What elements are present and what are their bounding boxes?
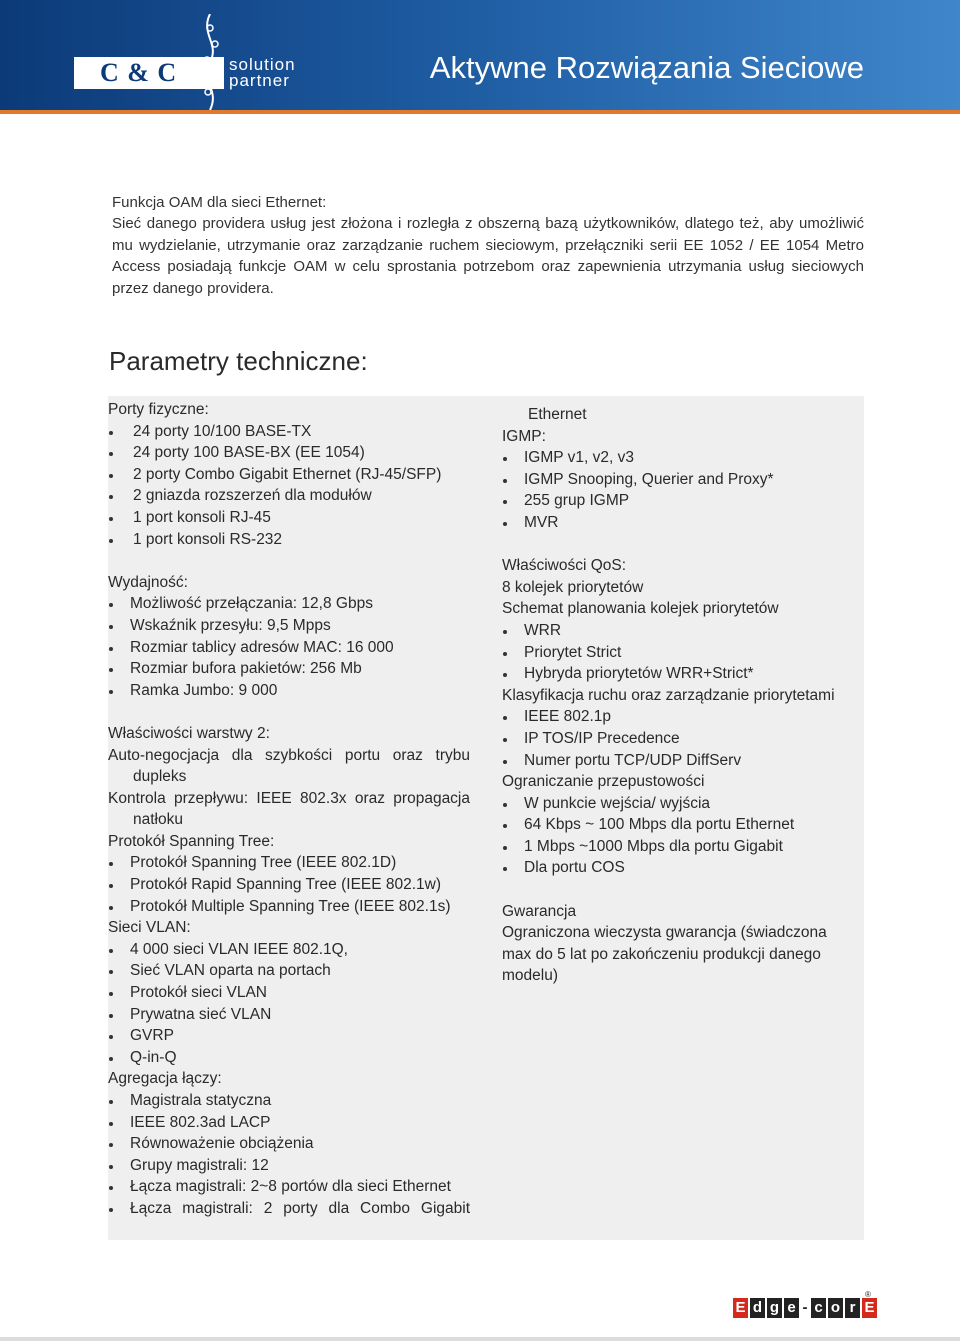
- list-item: 2 gniazda rozszerzeń dla modułów: [108, 485, 470, 507]
- list-item: MVR: [502, 512, 847, 534]
- bottom-rule: [0, 1337, 960, 1341]
- list-item: 1 Mbps ~1000 Mbps dla portu Gigabit: [502, 836, 847, 858]
- logo-letter: o: [828, 1298, 843, 1318]
- list-item: Łącza magistrali: 2~8 portów dla sieci Ethernet: [108, 1176, 470, 1198]
- stp-title: Protokół Spanning Tree:: [108, 832, 275, 850]
- list-item: Priorytet Strict: [502, 642, 847, 664]
- list-item: 255 grup IGMP: [502, 490, 847, 512]
- autoneg-line: Auto-negocjacja dla szybkości portu oraz trybu: [108, 746, 470, 764]
- registered-mark: ®: [865, 1290, 871, 1299]
- list-item: Grupy magistrali: 12: [108, 1155, 470, 1177]
- list-item: Łącza magistrali: 2 porty dla Combo Gigabit: [108, 1198, 470, 1220]
- list-item: 1 port konsoli RS-232: [108, 529, 470, 551]
- list-item: Protokół Spanning Tree (IEEE 802.1D): [108, 852, 470, 874]
- section-title: Parametry techniczne:: [109, 346, 368, 376]
- l2-title: Właściwości warstwy 2:: [108, 724, 270, 742]
- list-item: Protokół Multiple Spanning Tree (IEEE 802.1s): [108, 896, 470, 918]
- list-item: WRR: [502, 620, 847, 642]
- bw-title: Ograniczanie przepustowości: [502, 773, 705, 791]
- warranty-text: Ograniczona wieczysta gwarancja (świadczona max do 5 lat po zakończeniu produkcji danego modelu): [502, 924, 827, 985]
- logo-solution: solution: [229, 55, 296, 74]
- ports-title: Porty fizyczne:: [108, 401, 209, 418]
- logo-letter: -: [802, 1299, 808, 1316]
- ethernet-cont: Ethernet: [528, 406, 587, 423]
- logo-text: C & C: [100, 58, 178, 87]
- list-item: IEEE 802.3ad LACP: [108, 1112, 470, 1134]
- spec-left-column: [108, 399, 470, 1220]
- logo-letter: e: [784, 1298, 799, 1318]
- logo-letter: E: [733, 1298, 748, 1318]
- list-item: IP TOS/IP Precedence: [502, 728, 847, 750]
- list-item: Q-in-Q: [108, 1047, 470, 1069]
- list-item: 64 Kbps ~ 100 Mbps dla portu Ethernet: [502, 814, 847, 836]
- list-item: Rozmiar tablicy adresów MAC: 16 000: [108, 637, 470, 659]
- list-item: IGMP v1, v2, v3: [502, 447, 847, 469]
- list-item: 24 porty 10/100 BASE-TX: [108, 421, 470, 443]
- list-item: IGMP Snooping, Querier and Proxy*: [502, 469, 847, 491]
- logo-partner: partner: [229, 71, 290, 90]
- edgecore-logo: [733, 1298, 877, 1318]
- qos-class: Klasyfikacja ruchu oraz zarządzanie priorytetami: [502, 686, 835, 704]
- list-item: Protokół sieci VLAN: [108, 982, 470, 1004]
- list-item: Protokół Rapid Spanning Tree (IEEE 802.1w): [108, 874, 470, 896]
- list-item: Prywatna sieć VLAN: [108, 1004, 470, 1026]
- igmp-title: IGMP:: [502, 427, 546, 445]
- logo-letter: d: [750, 1298, 765, 1318]
- list-item: GVRP: [108, 1025, 470, 1047]
- intro-title: Funkcja OAM dla sieci Ethernet:: [112, 194, 327, 211]
- spec-right-column: [502, 404, 847, 987]
- autoneg-cont: dupleks: [133, 768, 187, 786]
- list-item: Magistrala statyczna: [108, 1090, 470, 1112]
- vlan-title: Sieci VLAN:: [108, 919, 191, 937]
- header-title: Aktywne Rozwiązania Sieciowe: [429, 50, 864, 85]
- qos-sched: Schemat planowania kolejek priorytetów: [502, 600, 779, 618]
- list-item: Możliwość przełączania: 12,8 Gbps: [108, 593, 470, 615]
- list-item: 1 port konsoli RJ-45: [108, 507, 470, 529]
- logo-box: [74, 57, 224, 89]
- list-item: Równoważenie obciążenia: [108, 1133, 470, 1155]
- list-item: Numer portu TCP/UDP DiffServ: [502, 750, 847, 772]
- list-item: 2 porty Combo Gigabit Ethernet (RJ-45/SFP): [108, 464, 470, 486]
- qos-title: Właściwości QoS:: [502, 557, 627, 575]
- list-item: Wskaźnik przesyłu: 9,5 Mpps: [108, 615, 470, 637]
- qos-queues: 8 kolejek priorytetów: [502, 578, 644, 596]
- list-item: 24 porty 100 BASE-BX (EE 1054): [108, 442, 470, 464]
- list-item: Hybryda priorytetów WRR+Strict*: [502, 663, 847, 685]
- list-item: Sieć VLAN oparta na portach: [108, 960, 470, 982]
- list-item: W punkcie wejścia/ wyjścia: [502, 793, 847, 815]
- lag-title: Agregacja łączy:: [108, 1070, 222, 1088]
- logo-letter: g: [767, 1298, 782, 1318]
- list-item: Rozmiar bufora pakietów: 256 Mb: [108, 658, 470, 680]
- list-item: Dla portu COS: [502, 857, 847, 879]
- logo-letter: c: [811, 1298, 826, 1318]
- list-item: 4 000 sieci VLAN IEEE 802.1Q,: [108, 939, 470, 961]
- list-item: Ramka Jumbo: 9 000: [108, 680, 470, 702]
- header-banner: [0, 0, 960, 114]
- flow-line: Kontrola przepływu: IEEE 802.3x oraz propagacja: [108, 789, 470, 807]
- logo-letter: r: [845, 1298, 860, 1318]
- list-item: IEEE 802.1p: [502, 706, 847, 728]
- intro-text: Sieć danego providera usług jest złożona i rozległa z obszerną bazą użytkowników, dlatego też, aby umożliwić mu wydzielanie, utrzymanie oraz zarządzanie ruchem sieciowym, przełączniki serii EE 1052 / EE 1054 Metro Access posiadają funkcje OAM w celu sprostania potrzebom oraz zapewnienia utrzymania usług sieciowych przez danego providera.: [112, 215, 864, 297]
- warranty-title: Gwarancja: [502, 902, 577, 920]
- logo-letter: E: [862, 1298, 877, 1318]
- perf-title: Wydajność:: [108, 573, 188, 591]
- flow-cont: natłoku: [133, 811, 183, 829]
